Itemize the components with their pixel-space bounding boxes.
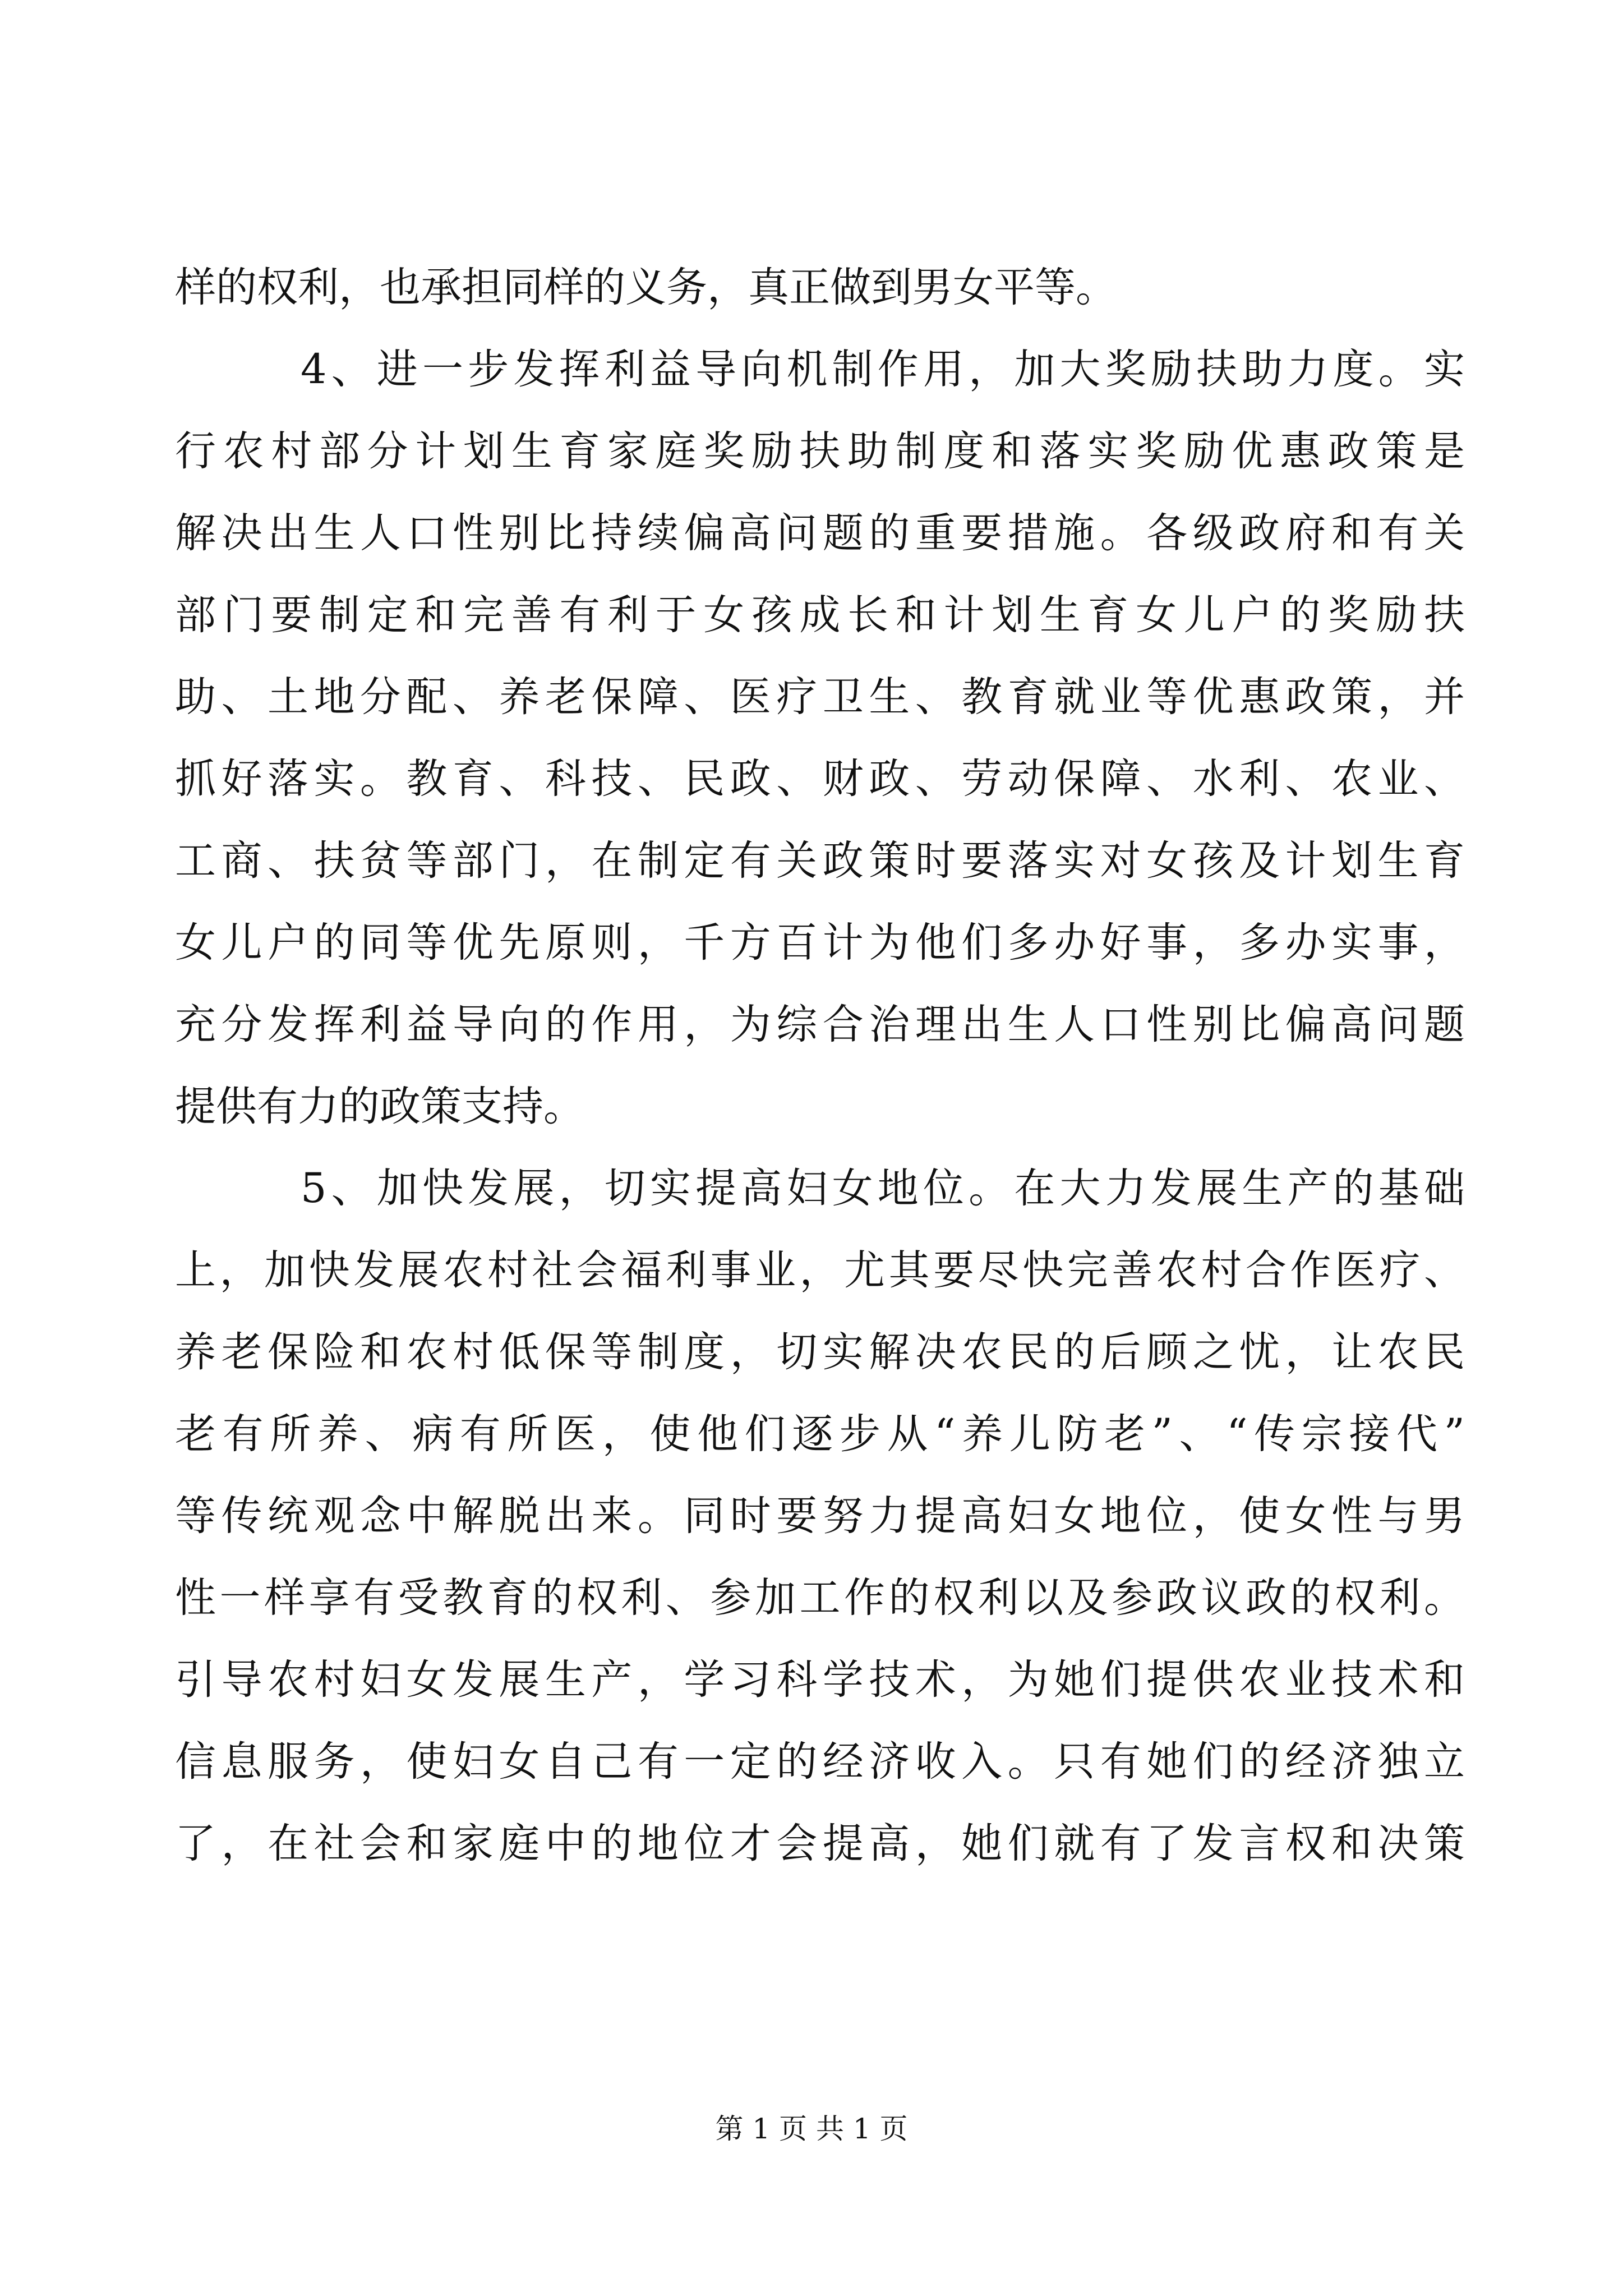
text-line: 抓好落实。教育、科技、民政、财政、劳动保障、水利、农业、 <box>175 755 1465 803</box>
text-line: 解决出生人口性别比持续偏高问题的重要措施。各级政府和有关 <box>175 509 1465 557</box>
text-line: 部门要制定和完善有利于女孩成长和计划生育女儿户的奖励扶 <box>175 591 1465 639</box>
text-line: 等传统观念中解脱出来。同时要努力提高妇女地位，使女性与男 <box>175 1492 1465 1540</box>
text-line: 性一样享有受教育的权利、参加工作的权利以及参政议政的权利。 <box>175 1574 1465 1622</box>
text-line: 行农村部分计划生育家庭奖励扶助制度和落实奖励优惠政策是 <box>175 427 1465 475</box>
text-line: 样的权利，也承担同样的义务，真正做到男女平等。 <box>175 264 1117 311</box>
text-line: 助、土地分配、养老保障、医疗卫生、教育就业等优惠政策，并 <box>175 673 1465 721</box>
text-line: 养老保险和农村低保等制度，切实解决农民的后顾之忧，让农民 <box>175 1328 1465 1376</box>
text-line: 5、加快发展，切实提高妇女地位。在大力发展生产的基础 <box>301 1165 1465 1212</box>
text-line: 引导农村妇女发展生产，学习科学技术，为她们提供农业技术和 <box>175 1656 1465 1704</box>
text-line: 工商、扶贫等部门，在制定有关政策时要落实对女孩及计划生育 <box>175 837 1465 885</box>
text-line: 了，在社会和家庭中的地位才会提高，她们就有了发言权和决策 <box>175 1820 1465 1867</box>
body-text <box>175 247 1465 1885</box>
text-line: 信息服务，使妇女自己有一定的经济收入。只有她们的经济独立 <box>175 1738 1465 1786</box>
text-line: 4、进一步发挥利益导向机制作用，加大奖励扶助力度。实 <box>301 346 1465 393</box>
text-line: 提供有力的政策支持。 <box>175 1083 584 1130</box>
text-line: 女儿户的同等优先原则，千方百计为他们多办好事，多办实事， <box>175 919 1465 967</box>
text-line: 老有所养、病有所医，使他们逐步从“养儿防老”、“传宗接代” <box>175 1410 1465 1458</box>
page-number-footer: 第 1 页 共 1 页 <box>715 2113 908 2145</box>
text-line: 充分发挥利益导向的作用，为综合治理出生人口性别比偏高问题 <box>175 1001 1465 1048</box>
text-line: 上，加快发展农村社会福利事业，尤其要尽快完善农村合作医疗、 <box>175 1246 1465 1294</box>
